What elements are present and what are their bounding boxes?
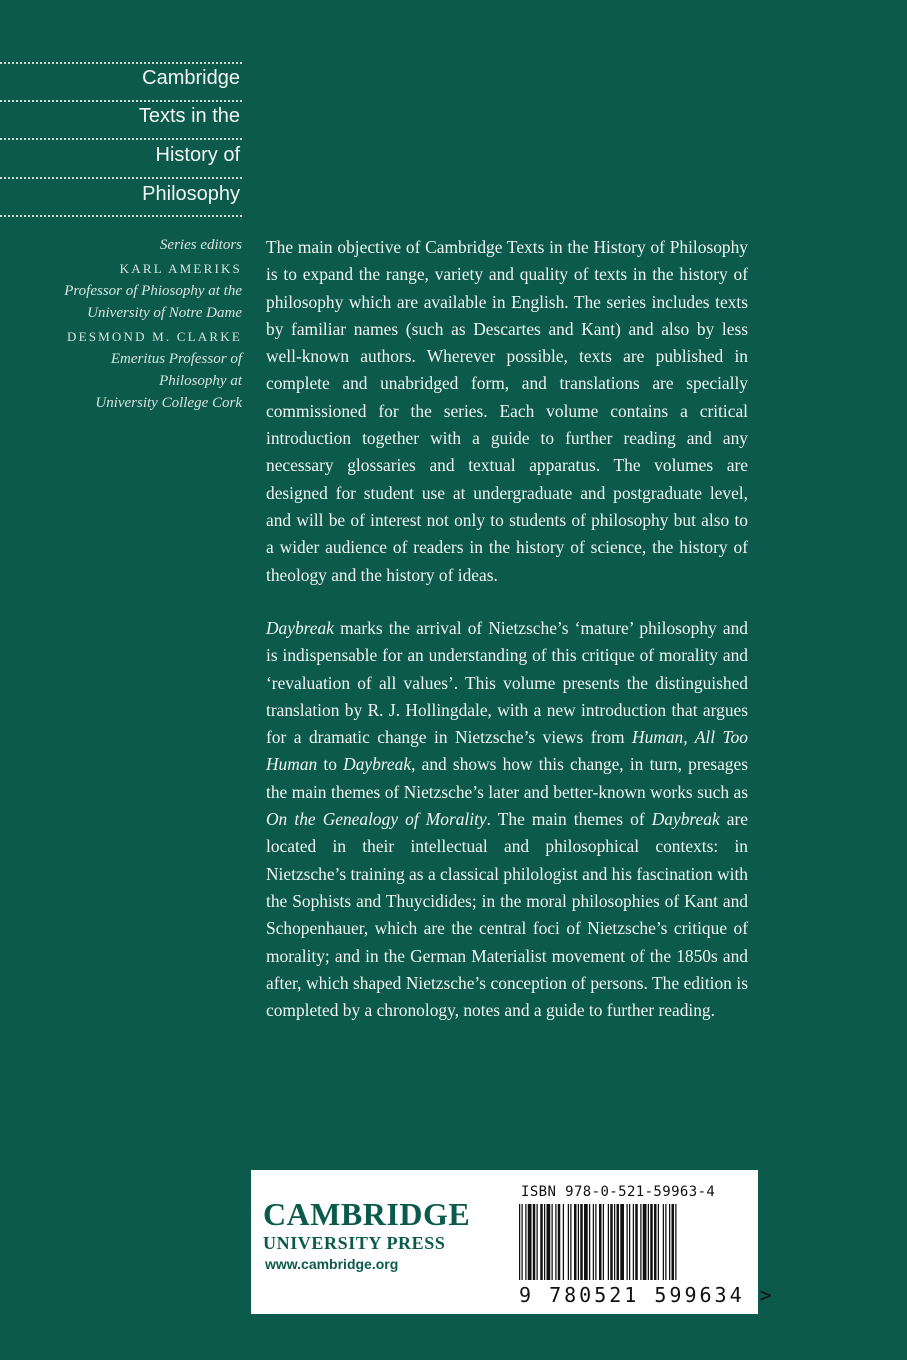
editor-name-clarke: DESMOND M. CLARKE [67,329,242,344]
barcode-bar [525,1204,526,1280]
publisher-barcode-panel [251,1170,775,1314]
barcode-bar [599,1204,602,1280]
barcode-bar [519,1204,520,1280]
barcode-bar [595,1204,596,1280]
publisher-logo [263,1198,470,1254]
dotted-rule-2 [0,100,242,102]
series-title-line-2: Texts in the [138,105,240,127]
work-title: On the Genealogy of Morality [266,809,487,830]
barcode-bar [648,1204,649,1280]
barcode-bar [654,1204,657,1280]
barcode-bar [650,1204,653,1280]
editor-name-ameriks: KARL AMERIKS [119,261,242,276]
barcode-bar [603,1204,604,1280]
publisher-name: CAMBRIDGE [263,1196,471,1232]
barcode-bar [555,1204,556,1280]
barcode-bar [669,1204,670,1280]
barcode-bar [528,1204,532,1280]
barcode-bar [675,1204,676,1280]
isbn-label: ISBN 978-0-521-59963-4 [521,1184,716,1200]
barcode-bar [663,1204,664,1280]
barcode-bar [643,1204,647,1280]
barcode-bar [584,1204,588,1280]
editor-affiliation-line: University College Cork [95,395,242,411]
barcode-bar [552,1204,553,1280]
barcode-bar [672,1204,675,1280]
dotted-rule-5 [0,215,242,217]
publisher-url[interactable]: www.cambridge.org [265,1256,399,1272]
barcode-bar [574,1204,577,1280]
dotted-rule-4 [0,177,242,179]
barcode-bar [544,1204,545,1280]
barcode-bar [640,1204,641,1280]
barcode-bar [570,1204,571,1280]
description-text: are located in their intellectual and philosophical contexts: in Nietzsche’s training as a classical philologist and his fascination with the Sophists and Thuycidides; in the moral philosophies of Kant and Schopenhauer, which are the central foci of Nietzsche’s critique of morality; and in the German Materialist movement of the 1850s and after, which shaped Nietzsche’s conception of persons. The edition is completed by a chronology, notes and a guide to further reading. [266,809,749,1021]
barcode-bar [635,1204,638,1280]
series-description: The main objective of Cambridge Texts in the History of Philosophy is to expand the range, variety and quality of texts in the history of philosophy which are available in English. The series includes texts by familiar names (such as Descartes and Kant) and also by less well-known authors. Wherever possible, texts are published in complete and unabridged form, and translations are specially commissioned for the series. Each volume contains a critical introduction together with a guide to further reading and any necessary glossaries and textual apparatus. The volumes are designed for student use at undergraduate and postgraduate level, and will be of interest not only to students of philosophy but also to a wider audience of readers in the history of science, the history of theology and the history of ideas. [266,237,748,585]
publisher-subname: UNIVERSITY PRESS [263,1233,446,1253]
barcode-bar [568,1204,569,1280]
barcode-bar [589,1204,590,1280]
series-title-line-1: Cambridge [142,67,240,89]
series-title-line-4: Philosophy [142,183,240,205]
barcode-bar [533,1204,536,1280]
barcode-bar [610,1204,613,1280]
book-title: Daybreak [266,618,334,638]
description-text: marks the arrival of Nietzsche’s ‘mature’ philosophy and is indispensable for an understanding of this critique of morality and ‘revaluation of all values’. This volume presents the distinguished translation by R. J. Hollingdale, with a new introduction that argues for a dramatic change in Nietzsche’s views from [266,618,748,748]
barcode-bar [540,1204,543,1280]
barcode-bar [608,1204,609,1280]
barcode-bar [617,1204,620,1280]
editor-affiliation-line: Professor of Phiosophy at the [64,283,242,299]
description-text: . The main themes of [486,809,652,830]
description-text: to [317,754,344,775]
barcode-bar [665,1204,666,1280]
barcode-bar [627,1204,628,1280]
barcode-icon [517,1204,741,1284]
barcode-bar [580,1204,583,1280]
barcode-digits: 9 780521 599634 > [519,1283,775,1307]
editor-affiliation-line: Philosophy at [159,373,242,389]
barcode-bar [633,1204,634,1280]
barcode-bar [578,1204,579,1280]
book-description [266,615,748,1024]
barcode-bar [620,1204,624,1280]
barcode-bar [563,1204,564,1280]
series-editors [20,234,242,414]
barcode-bar [658,1204,659,1280]
barcode-bar [547,1204,551,1280]
editor-affiliation-line: University of Notre Dame [87,305,242,321]
barcode-bar [558,1204,561,1280]
description-text: , and shows how this change, in turn, presages the main themes of Nietzsche’s later and better-known works such as [266,754,748,802]
work-title: Human, All Too Human [266,727,748,775]
work-title: Daybreak [343,754,412,775]
barcode-bar [593,1204,594,1280]
barcode-bar [614,1204,615,1280]
dotted-rule-1 [0,62,242,64]
barcode-bar [537,1204,538,1280]
editor-affiliation-line: Emeritus Professor of [110,351,242,367]
series-editors-label: Series editors [159,237,242,253]
series-title-line-3: History of [155,144,240,166]
barcode-bar [522,1204,523,1280]
work-title: Daybreak [651,809,720,830]
barcode-bar [629,1204,630,1280]
dotted-rule-3 [0,138,242,140]
